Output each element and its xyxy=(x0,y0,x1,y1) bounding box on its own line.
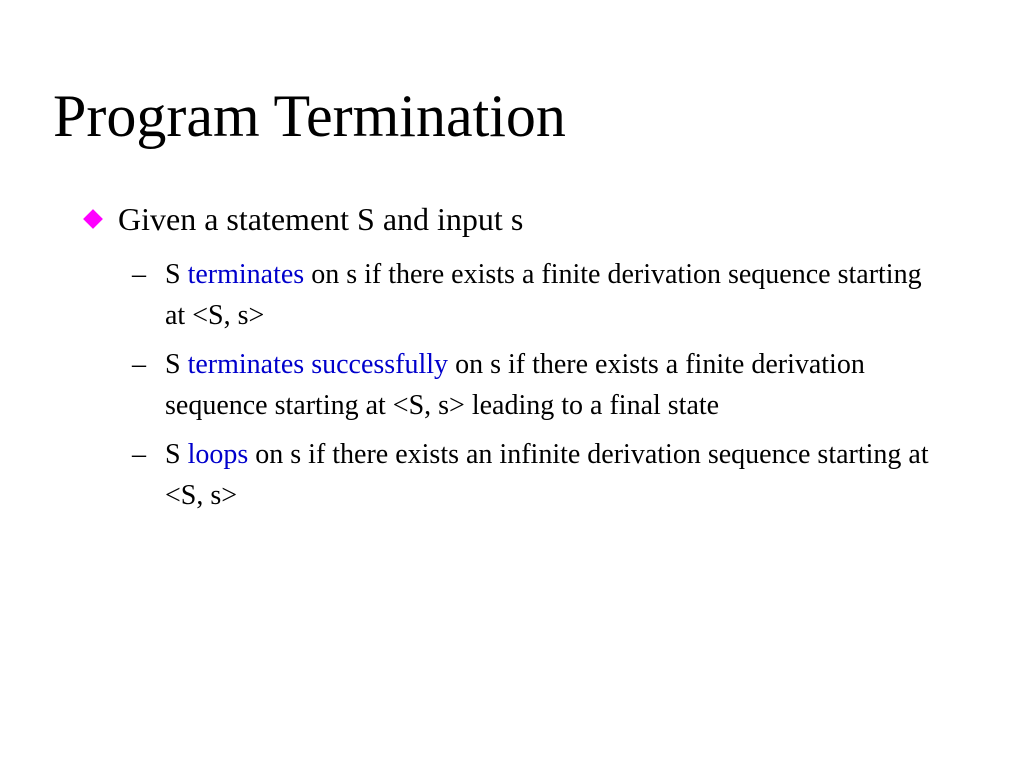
sub-bullet-prefix: S xyxy=(165,259,188,290)
sub-bullet-rest: on s if there exists an infinite derivation sequence starting at <S, s> xyxy=(165,439,929,511)
sub-bullet-text xyxy=(165,254,932,336)
sub-bullet-terminates-successfully xyxy=(132,344,932,426)
sub-bullet-rest: on s if there exists a finite derivation sequence starting at <S, s> xyxy=(165,259,922,331)
highlighted-term: loops xyxy=(187,439,249,470)
main-bullet xyxy=(84,199,523,239)
sub-bullet-text xyxy=(165,434,932,516)
highlighted-term: terminates successfully xyxy=(187,349,449,380)
sub-bullet-loops xyxy=(132,434,932,516)
slide-title: Program Termination xyxy=(53,83,566,149)
sub-bullet-list xyxy=(132,254,932,524)
sub-bullet-text xyxy=(165,344,932,426)
dash-bullet: – xyxy=(132,439,146,470)
highlighted-term: terminates xyxy=(187,259,305,290)
main-bullet-text: Given a statement S and input s xyxy=(118,201,524,237)
sub-bullet-prefix: S xyxy=(165,439,188,470)
dash-bullet: – xyxy=(132,259,146,290)
sub-bullet-rest: on s if there exists a finite derivation sequence starting at <S, s> leading to a final state xyxy=(165,349,865,421)
sub-bullet-terminates xyxy=(132,254,932,336)
dash-bullet: – xyxy=(132,349,146,380)
diamond-bullet-icon xyxy=(83,209,103,229)
sub-bullet-prefix: S xyxy=(165,349,188,380)
